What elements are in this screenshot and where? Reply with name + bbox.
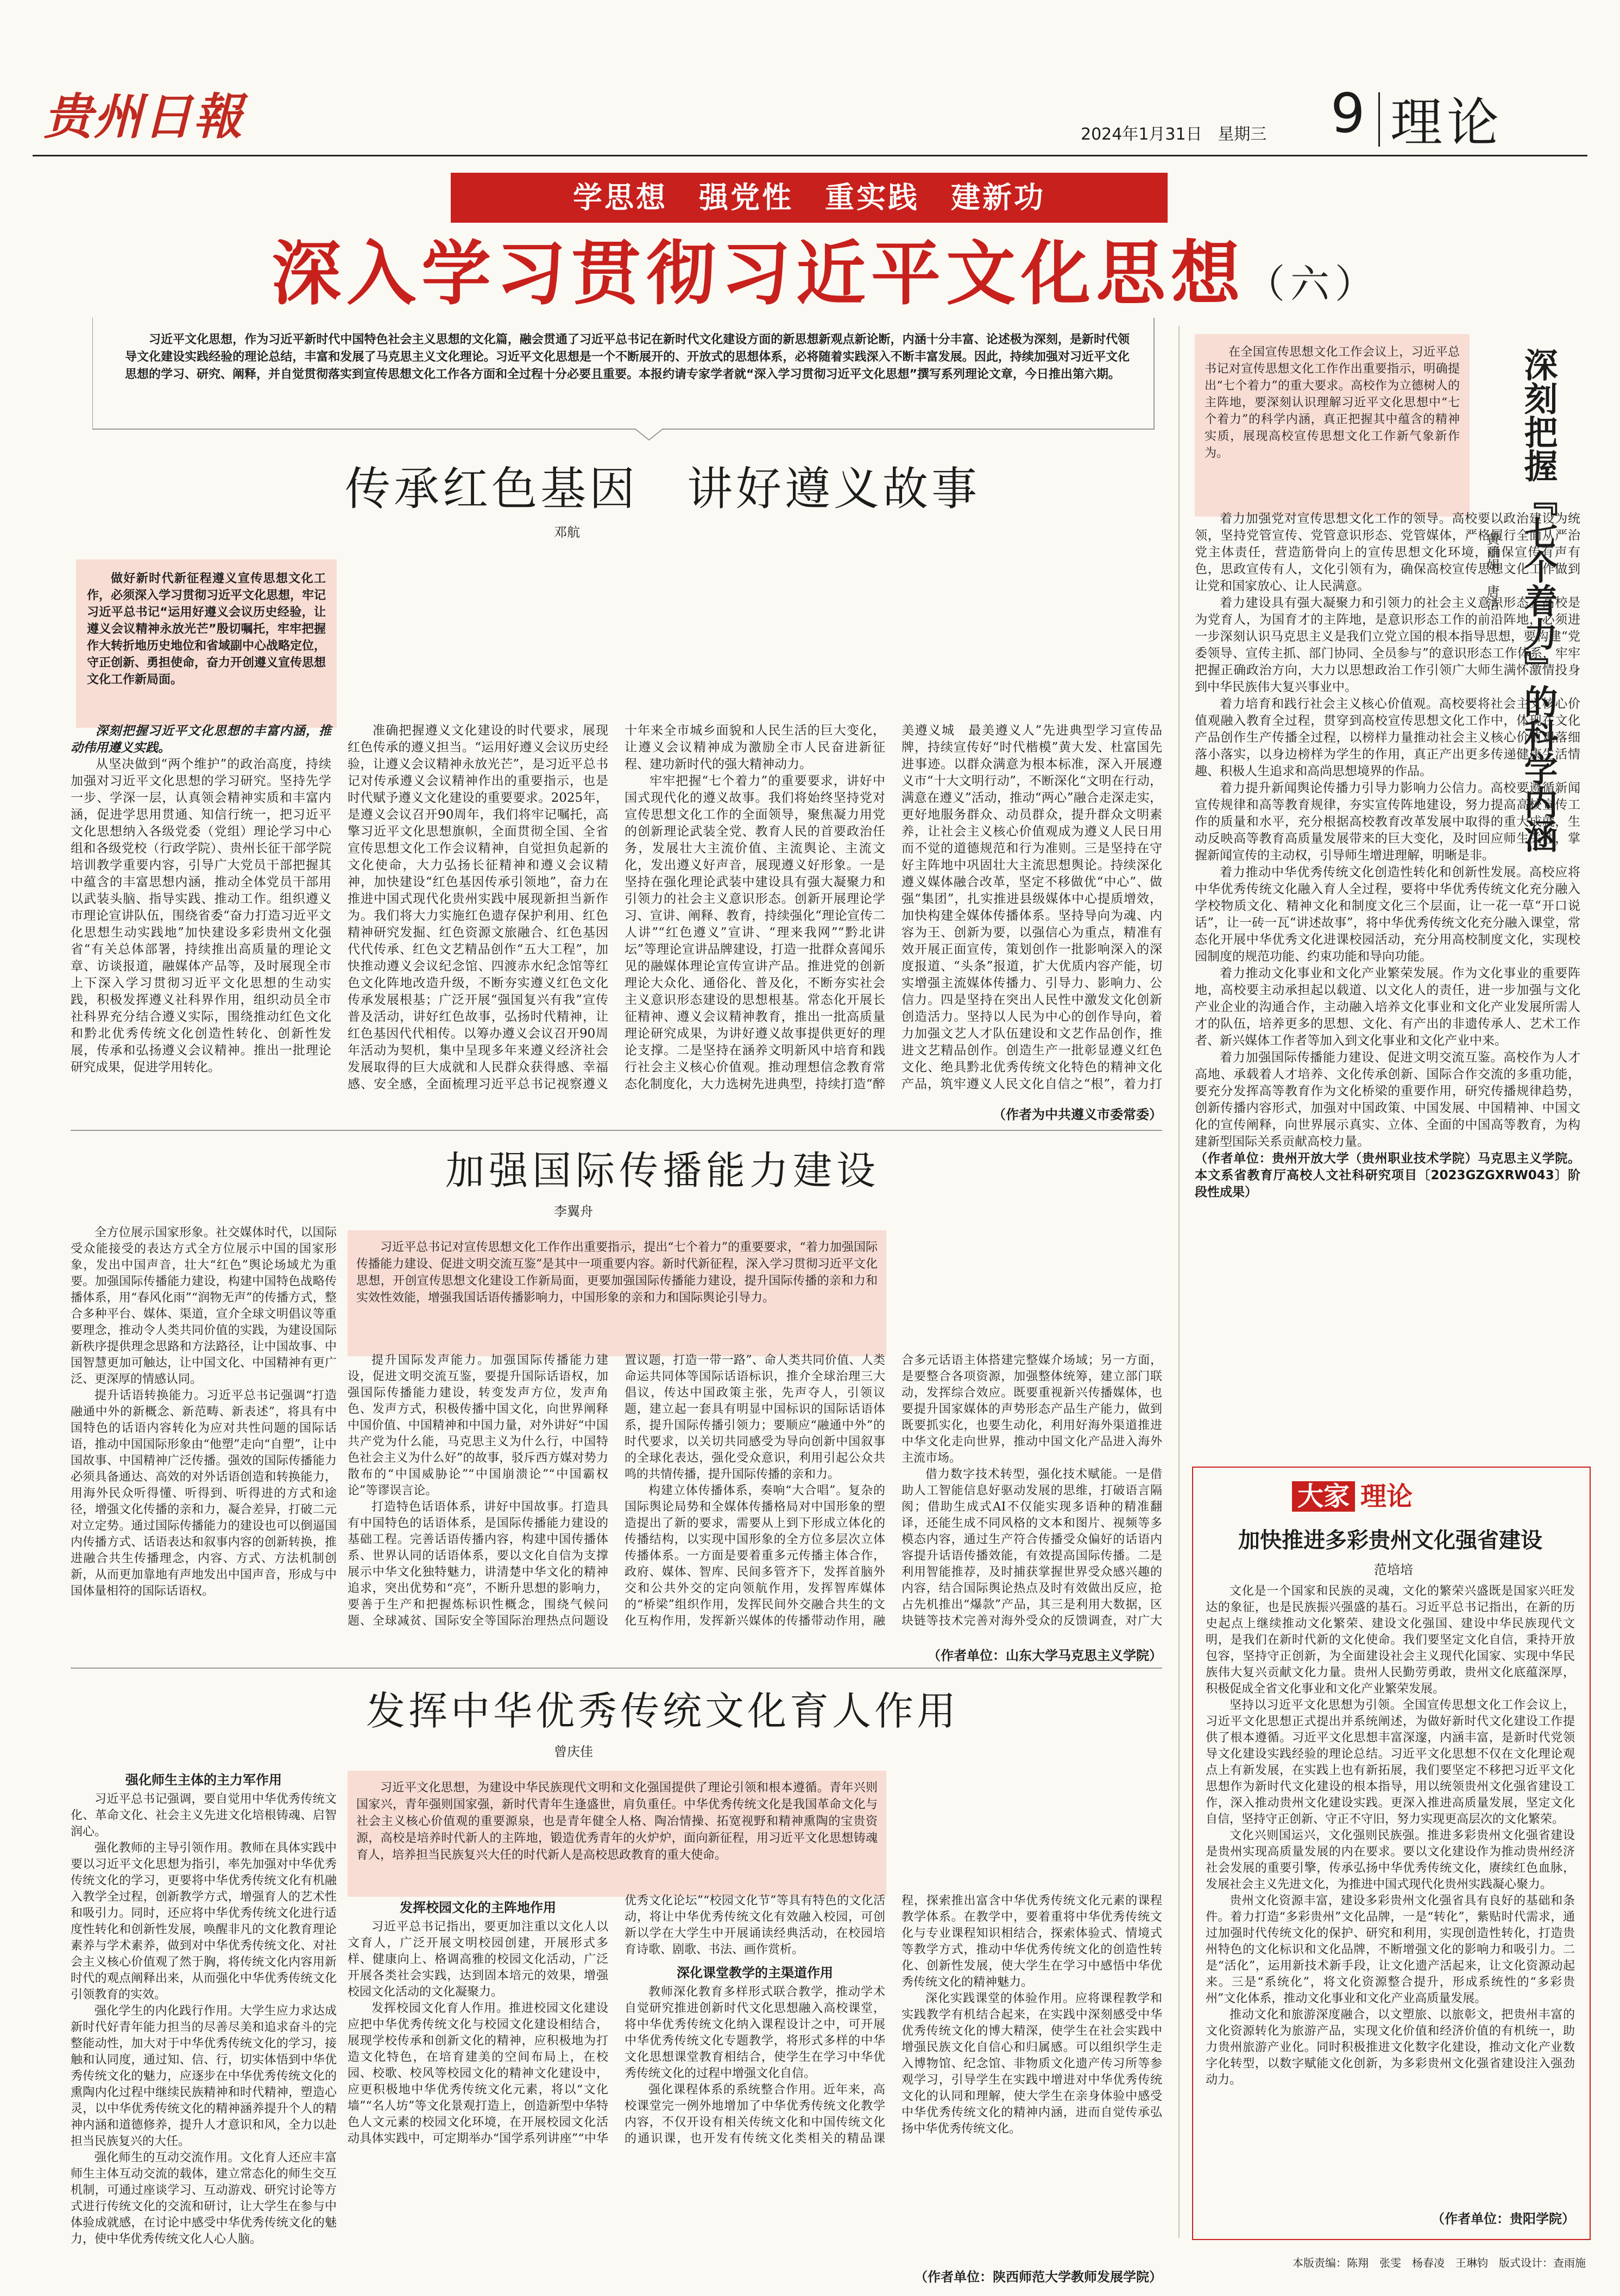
banner-intro: 习近平文化思想，作为习近平新时代中国特色社会主义思想的文化篇，融会贯通了习近平总书记在新时代文化建设方面的新思想新观点新论断，内涵十分丰富、论述极为深刻，是新时代领导文化建设实践经验的理论总结，丰富和发展了马克思主义文化理论。习近平文化思想是一个不断展开的、开放式的思想体系，必将随着实践深入不断丰富发展。因此，持续加强对习近平文化思想的学习、研究、阐释，并自觉贯彻落实到宣传思想文化工作各方面和全过程十分必要且重要。本报约请专家学者就“深入学习贯彻习近平文化思想”撰写系列理论文章，今日推出第六期。 <box>125 333 1130 381</box>
section-name: 理论 <box>1390 92 1503 153</box>
date-text: 2024年1月31日 <box>1081 125 1202 144</box>
article3-author: 曾庆佳 <box>554 1744 593 1759</box>
sidebar-author: 黄丽娟 唐洁 <box>1484 532 1499 611</box>
page-number: 9 <box>1331 81 1365 145</box>
article3-title: 发挥中华优秀传统文化育人作用 <box>365 1688 959 1734</box>
sidebar-body: 着力加强党对宣传思想文化工作的领导。高校要以政治建设为统领，坚持党管宣传、党管意识形态、党管媒体，严格履行全面从严治党主体责任，营造筋骨向上的宣传思想文化环境，确保宣传有声有色，思政宣传有人，文化引领有为，确保高校宣传思想文化工作做到让党和国家放心、让人民满意。 着力建设具有强大凝聚力和引领力的社会主义意识形态。高校是为党育人，为国育才的主阵地，是意识形态工作的前沿阵地，必须进一步深刻认识马克思主义是我们立党立国的根本指导思想，要构建“党委领导、宣传主抓、部门协同、全员参与”的意识形态工作体系，牢牢把握正确政治方向，大力以思想政治工作引领广大师生满怀激情投身到中华民族伟大复兴事业中。 着力培育和践行社会主义核心价值观。高校要将社会主义核心价值观融入教育全过程，贯穿到高校宣传思想文化工作中，体现在文化产品创作生产传播全过程，以榜样力量推动社会主义核心价值观落细落小落实，以身边榜样为学生的作用，真正产出更多传递健康生活情趣、积极人生追求和高尚思想境界的作品。 着力提升新闻舆论传播力引导力影响力公信力。高校要遵循新闻宣传规律和高等教育规律，夯实宣传阵地建设，努力提高高校宣传工作的质量和水平，充分根据高校教育改革发展中取得的重大成就，生动反映高等教育高质量发展带来的巨大变化，及时回应师生关注，掌握新闻宣传的主动权，引导师生增进理解，明晰是非。 着力推动中华优秀传统文化创造性转化和创新性发展。高校应将中华优秀传统文化融入育人全过程，要将中华优秀传统文化充分融入学校物质文化、精神文化和制度文化三个层面，让一花一草“开口说话”，让一砖一瓦“讲述故事”，将中华优秀传统文化充分融入课堂，常态化开展中华优秀文化进课校园活动，充分用高校制度文化，实现校园制度的规范功能、约束功能和导向功能。 着力推动文化事业和文化产业繁荣发展。作为文化事业的重要阵地，高校要主动承担起以载道、以文化人的责任，进一步加强与文化产业企业的沟通合作，主动融入培养文化事业和文化产业发展所需人才的队伍，培养更多的思想、文化、有产出的非遗传承人、艺术工作者、新兴媒体工作者等加入到文化事业和文化产业中来。 着力加强国际传播能力建设、促进文明交流互鉴。高校作为人才高地、承载着人才培养、文化传承创新、国际合作交流的多重功能，要充分发挥高等教育作为文化桥梁的重要作用，研究传播规律趋势，创新传播内容形式，加强对中国政策、中国发展、中国精神、中国文化的宣传阐释，向世界展示真实、立体、全面的中国高等教育，为构建新型国际关系贡献高校力量。 （作者单位：贵州开放大学（贵州职业技术学院）马克思主义学院。本文系省教育厅高校人文社科研究项目〔2023GZGXRW043〕阶段性成果） <box>1195 511 1580 1434</box>
column-tag-right: 理论 <box>1360 1481 1413 1512</box>
article1-author: 邓航 <box>554 525 580 540</box>
article2-author: 李翼舟 <box>554 1204 593 1219</box>
column-footer: （作者单位：贵阳学院） <box>1432 2211 1575 2226</box>
newspaper-logo: 贵州日報 <box>43 89 243 146</box>
section-heading: 强化师生主体的主力军作用 <box>125 1772 282 1788</box>
article2-footer: （作者单位：山东大学马克思主义学院） <box>928 1648 1162 1663</box>
page-credits: 本版责编：陈翔 张雯 杨春凌 王琳钧 版式设计：查雨施 <box>1293 2256 1586 2269</box>
article1-quote: 做好新时代新征程遵义宣传思想文化工作，必须深入学习贯彻习近平文化思想，牢记习近平总书记“运用好遵义会议历史经验，让遵义会议精神永放光芒”殷切嘱托，牢牢把握作大转折地历史地位和省域副中心战略定位，守正创新、勇担使命，奋力开创遵义宣传思想文化工作新局面。 <box>76 559 337 728</box>
section-heading: 发挥校园文化的主阵地作用 <box>400 1900 556 1915</box>
section-heading: 深化课堂教学的主渠道作用 <box>677 1965 833 1980</box>
column-title: 加快推进多彩贵州文化强省建设 <box>1238 1528 1542 1553</box>
banner-title <box>255 234 1396 325</box>
column-author: 范培培 <box>1374 1562 1413 1577</box>
article2-quote: 习近平总书记对宣传思想文化工作作出重要指示，提出“七个着力”的重要要求，“着力加强国际传播能力建设、促进文明交流互鉴”是其中一项重要内容。新时代新征程，深入学习贯彻习近平文化思想，开创宣传思想文化建设工作新局面，更要加强国际传播能力建设，提升国际传播的亲和力和实效性效能，增强我国话语传播影响力，中国形象的亲和力和国际舆论引导力。 <box>348 1230 886 1356</box>
sidebar-quote: 在全国宣传思想文化工作会议上，习近平总书记对宣传思想文化工作作出重要指示，明确提出“七个着力”的重大要求。高校作为立德树人的主阵地，要深刻认识理解习近平文化思想中“七个着力”的科学内涵，真正把握其中蕴含的精神实质，展现高校宣传思想文化工作新气象新作为。 <box>1195 334 1470 517</box>
article2-title: 加强国际传播能力建设 <box>445 1148 880 1193</box>
slogan-banner: 学思想 强党性 重实践 建新功 <box>451 173 1168 223</box>
article1-footer: （作者为中共遵义市委常委） <box>993 1107 1162 1122</box>
article2-body-right: 提升国际发声能力。加强国际传播能力建设，促进文明交流互鉴，要提升国际话语权，加强国际传播能力建设，转变发声方位，发声角色、发声方式，积极传播中国文化，向世界阐释中国价值、中国精神和中国力量，对外讲好“中国共产党为什么能，马克思主义为什么行，中国特色社会主义为什么好”的故事，驳斥西方媒对势力散布的“中国威胁论”“中国崩溃论”“中国霸权论”等谬误言论。 打造特色话语体系，讲好中国故事。打造具有中国特色的话语体系，是国际传播能力建设的基础工程。完善话语传播内容，构建中国传播体系、世界认同的话语体系，要以文化自信为支撑展示中华文化独特魅力，讲清楚中华文化的精神追求，突出优势和“亮”，不断升思想的影响力，要善于生产和把握炼标识性概念，围绕气候问题、全球减贫、国际安全等国际治理热点问题设置议题，打造一带一路”、命人类共同价值、人类命运共同体等国际话语标识，推介全球治理三大倡议，传达中国政策主张，先声夺人，引领议题，建立起一套具有明显中国标识的国际话语体系，提升国际传播引领力；要顺应“融通中外”的时代要求，以关切共同感受为导向创新中国叙事的全球化表达，强化受众意识，利用引起公众共鸣的共情传播，提升国际传播的亲和力。 构建立体传播体系，奏响“大合唱”。复杂的国际舆论局势和全媒体传播格局对中国形象的塑造提出了新的要求，需要从上到下形成立体化的传播结构，以实现中国形象的全方位多层次立体传播体系。一方面是要着重多元传播主体合作，政府、媒体、智库、民间多管齐下，发挥首脑外交和公共外交的定向领航作用，发挥智库媒体的“桥梁”组织作用，发挥民间外交融合共生的文化互构作用，发挥新兴媒体的传播带动作用，融合多元话语主体搭建完整媒介场域；另一方面，是要整合各项资源，加强整体统筹，建立部门联动，发挥综合效应。既要重视新兴传播媒体，也要提升国家媒体的声势形态产品生产能力，做到既要抓实化，也要生动化，利用好海外渠道推进中华文化走向世界，推动中国文化产品进入海外主流市场。 借力数字技术转型，强化技术赋能。一是借助人工智能信息好驱动发展的思维，打破语言隔阂；借助生成式AI不仅能实现多语种的精准翻译，还能生成不同风格的文本和图片、视频等多模态内容，通过生产符合传播受众偏好的话语内容提升话语传播效能，有效提高国际传播。二是利用智能推荐，及时捕获掌握世界受众感兴趣的内容，结合国际舆论热点及时有效做出反应，抢占先机推出“爆款”产品，其三是利用大数据，区块链等技术完善对海外受众的反馈调查，对广大 <box>348 1354 1162 1628</box>
article2-body-left: 全方位展示国家形象。社交媒体时代，以国际受众能接受的表达方式全方位展示中国的国家形象，发出中国声音，壮大“红色”舆论场域尤为重要。加强国际传播能力建设，构建中国特色战略传播体系，用“春风化雨”“润物无声”的传播方式，整合多种平台、媒体、渠道，宣介全球文明倡议等重要理念，推动令人类共同价值的实践，为建设国际新秩序提供理念思路和方法路径，让中国故事、中国智慧更加可触达，让中国文化、中国精神有更广泛、更深厚的情感认同。 提升话语转换能力。习近平总书记强调“打造融通中外的新概念、新范畴、新表述”，将具有中国特色的话语内容转化为应对共性问题的国际话语，推动中国国际形象由“他塑”走向“自塑”，让中国故事、中国精神广泛传播。强效的国际传播能力必须具备通达、高效的对外话语创造和转换能力，用海外民众听得懂、听得到、听得进的方式和途径，增强文化传播的亲和力，凝合差异，打破二元对立定势。通过国际传播能力的建设也可以倒逼国内传播方式、话语表达和叙事内容的创新转换，推进融合共生传播理念，内容、方式、方法机制创新，从而更加靠地有声地发出中国声音，形成与中国体量相符的国际话语权。 <box>71 1226 337 1598</box>
banner-series: （六） <box>1246 261 1380 307</box>
issue-date <box>1081 121 1266 144</box>
article3-footer: （作者单位：陕西师范大学教师发展学院） <box>915 2269 1162 2285</box>
banner-title-text: 深入学习贯彻习近平文化思想 <box>271 234 1246 314</box>
article1-title: 传承红色基因 讲好遵义故事 <box>344 462 980 515</box>
intro-frame <box>92 318 1157 443</box>
sidebar-title: 深刻把握『七个着力』的科学内涵 <box>1518 348 1558 853</box>
column-tag <box>1265 1477 1445 1515</box>
column-body: 文化是一个国家和民族的灵魂，文化的繁荣兴盛既是国家兴旺发达的象征，也是民族振兴强盛的基石。习近平总书记指出，在新的历史起点上继续推动文化繁荣、建设文化强国、建设中华民族现代文明，是我们在新时代新的文化使命。我们要坚定文化自信，秉持开放包容，坚持守正创新，为全面建设社会主义现代化国家、实现中华民族伟大复兴贡献文化力量。贵州人民勤劳勇敢，贵州文化底蕴深厚，积极促成全省文化事业和文化产业繁荣发展。 坚持以习近平文化思想为引领。全国宣传思想文化工作会议上，习近平文化思想正式提出并系统阐述，为做好新时代文化建设工作提供了根本遵循。习近平文化思想丰富深邃，内涵丰富，是新时代党领导文化建设实践经验的理论总结。习近平文化思想不仅在文化理论观点上有新发展，在实践上也有新拓展，我们要坚定不移把习近平文化思想作为新时代文化建设的根本指导，用以统领贵州文化强省建设工作，深入推动贵州文化建设实践。更深入推进高质量发展，坚定文化自信，坚持守正创新、守正不守旧，努力实现更高层次的文化繁荣。 文化兴则国运兴，文化强则民族强。推进多彩贵州文化强省建设是贵州实现高质量发展的内在要求。要以文化建设作为推动贵州经济社会发展的重要引擎，传承弘扬中华优秀传统文化，赓续红色血脉，发展社会主义先进文化，为推进中国式现代化贵州实践凝心聚力。 贵州文化资源丰富，建设多彩贵州文化强省具有良好的基础和条件。着力打造“多彩贵州”文化品牌，一是“转化”，紫贴时代需求，通过加强时代传统文化的保护、研究和利用，实现创造性转化，打造贵州特色的文化标识和文化品牌，不断增强文化的影响力和吸引力。二是“活化”，运用新技术新手段，让文化遗产活起来，让文化资源动起来。三是“系统化”，将文化资源整合提升，形成系统性的“多彩贵州”文化体系，推动文化事业和文化产业高质量发展。 推动文化和旅游深度融合，以文塑旅、以旅彰文，把贵州丰富的文化资源转化为旅游产品，实现文化价值和经济价值的有机统一，助力贵州旅游产业化。同时积极推进文化数字化建设，推动文化产业数字化转型，以数字赋能文化创新，为多彩贵州文化强省建设注入强劲动力。 <box>1206 1584 1575 2087</box>
weekday-text: 星期三 <box>1218 125 1267 144</box>
article1-body: 深刻把握习近平文化思想的丰富内涵，推动伟用遵义实践。 从坚决做到“两个维护”的政治高度，持续加强对习近平文化思想的学习研究。坚持先学一步、学深一层，认真领会精神实质和丰富内涵，促进学思用贯通、知信行统一，把习近平文化思想纳入各级党委（党组）理论学习中心组和各级党校（行政学院）、贵州长征干部学院培训教学重要内容，引导广大党员干部把握其中蕴含的丰富思想内涵，推动全体党员干部用以武装头脑、指导实践、推动工作。组织遵义市理论宣讲队伍，围绕省委“奋力打造习近平文化思想生动实践地”加快建设多彩贵州文化强省“有关总体部署，持续推出高质量的理论文章、访谈报道，融媒体产品等，及时展现全市上下深入学习贯彻习近平文化思想的生动实践，积极发挥遵义社科界作用，组织动员全市社科界充分结合遵义实际，围绕推动红色文化和黔北优秀传统文化创造性转化、创新性发展，传承和弘扬遵义会议精神。推出一批理论研究成果，促进学用转化。 准确把握遵义文化建设的时代要求，展现红色传承的遵义担当。“运用好遵义会议历史经验，让遵义会议精神永放光芒”，是习近平总书记对传承遵义会议精神作出的重要指示，也是时代赋予遵义文化建设的重要要求。2025年，是遵义会议召开90周年，我们将牢记嘱托，高擎习近平文化思想旗帜，全面贯彻全国、全省宣传思想文化工作会议精神，自觉担负起新的文化使命，大力弘扬长征精神和遵义会议精神，加快建设“红色基因传承引领地”，奋力在推进中国式现代化贵州实践中展现新担当新作为。我们将大力实施红色遗存保护利用、红色精神研究发掘、红色资源文旅融合、红色基因代代传承、红色文艺精品创作“五大工程”，加快推动遵义会议纪念馆、四渡赤水纪念馆等红色文化阵地改造升级，不断夯实遵义红色文化传承发展根基；广泛开展“强国复兴有我”宣传普及活动，讲好红色故事，弘扬时代精神，让红色基因代代相传。以筹办遵义会议召开90周年活动为契机，集中呈现多年来遵义经济社会发展取得的巨大成就和人民群众获得感、幸福感、安全感，全面梳理习近平总书记视察遵义十年来全市城乡面貌和人民生活的巨大变化，让遵义会议精神成为激励全市人民奋进新征程、建功新时代的强大精神动力。 牢牢把握“七个着力”的重要要求，讲好中国式现代化的遵义故事。我们将始终坚持党对宣传思想文化工作的全面领导，聚焦凝力用党的创新理论武装全党、教育人民的首要政治任务，发展壮大主流价值、主流舆论、主流文化，发出遵义好声音，展现遵义好形象。一是坚持在强化理论武装中建设具有强大凝聚力和引领力的社会主义意识形态。创新开展理论学习、宣讲、阐释、教育，持续强化“理论宣传二人讲”“红色遵义”宣讲、“理来我网”“黔北讲坛”等理论宣讲品牌建设，打造一批群众喜闻乐见的融媒体理论宣传宣讲产品。推进党的创新理论大众化、通俗化、普及化，不断夯实社会主义意识形态建设的思想根基。常态化开展长征精神、遵义会议精神教育，推出一批高质量理论研究成果，为讲好遵义故事提供更好的理论支撑。二是坚持在涵养文明新风中培育和践行社会主义核心价值观。推动理想信念教育常态化制度化，大力选树先进典型，持续打造“醉美遵义城 最美遵义人”先进典型学习宣传品牌，持续宣传好“时代楷模”黄大发、杜富国先进事迹。以群众满意为根本标准，深入开展遵义市“十大文明行动”，不断深化“文明在行动，满意在遵义”活动，推动“两心”融合走深走实，更好地服务群众、动员群众，提升群众文明素养，让社会主义核心价值观成为遵义人民日用而不觉的道德规范和行为准则。三是坚持在守好主阵地中巩固壮大主流思想舆论。持续深化遵义媒体融合改革，坚定不移做优“中心”、做强“集团”，扎实推进县级媒体中心提质增效，加快构建全媒体传播体系。坚持导向为魂、内容为王、创新为要，以强信心为重点，精准有效开展正面宣传，策划创作一批影响深入的深度报道、“头条”报道，扩大优质内容产能，切实增强主流媒体传播力、引导力、影响力、公信力。四是坚持在突出人民性中激发文化创新创造活力。坚持以人民为中心的创作导向，着力加强文艺人才队伍建设和文艺作品创作，推进文艺精品创作。创造生产一批彰显遵义红色文化、绝具黔北优秀传统文化特色的精神文化产品，筑牢遵义人民文化自信之“根”，着力打 <box>71 724 1162 1091</box>
article3-body-left: 强化师生主体的主力军作用 习近平总书记强调，要自觉用中华优秀传统文化、革命文化、社会主义先进文化培根铸魂、启智润心。 强化教师的主导引领作用。教师在具体实践中要以习近平文化思想为指引，率先加强对中华优秀传统文化的学习，更要将中华优秀传统文化有机融入教学全过程，创新教学方式，增强育人的艺术性和吸引力。同时，还应将中华优秀传统文化进行适度性转化和创新性发展，唤醒非凡的文化教育理论素养与学术素养，做到对中华优秀传统文化、对社会主义核心价值观了然于胸，将传统文化内容用新时代的观点阐释出来，从而强化中华优秀传统文化引领教育的实效。 强化学生的内化践行作用。大学生应力求达成新时代好青年能力担当的尽善尽美和追求奋斗的完整能动性，加大对于中华优秀传统文化的学习，接触和认同度，通过知、信、行，切实体悟到中华优秀传统文化的魅力，应逐步在中华优秀传统文化的熏陶内化过程中继续民族精神和时代精神，塑造心灵，以中华优秀传统文化的精神涵养提升个人的精神内涵和道德修养，提升人才意识和风，全力以赴担当民族复兴的大任。 强化师生的互动交流作用。文化育人还应丰富师生主体互动交流的载体，建立常态化的师生交互机制，可通过座谈学习、互动游戏、研究讨论等方式进行传统文化的交流和研讨，让大学生在参与中体验成就感，在讨论中感受中华优秀传统文化的魅力，使中华优秀传统文化人心人脑。 <box>71 1772 337 2246</box>
article3-quote: 习近平文化思想，为建设中华民族现代文明和文化强国提供了理论引领和根本遵循。青年兴则国家兴，青年强则国家强，新时代青年生逢盛世，肩负重任。中华优秀传统文化是我国革命文化与社会主义核心价值观的重要源泉，也是青年健全人格、陶冶情操、拓宽视野和精神熏陶的宝贵资源，高校是培养时代新人的主阵地，锻造优秀青年的火炉炉，面向新征程，用习近平文化思想铸魂育人，培养担当民族复兴大任的时代新人是高校思政教育的重大使命。 <box>348 1771 886 1897</box>
article1-lead: 深刻把握习近平文化思想的丰富内涵，推动伟用遵义实践。 <box>71 724 331 755</box>
column-tag-left: 大家 <box>1292 1481 1355 1512</box>
sidebar-footer: （作者单位：贵州开放大学（贵州职业技术学院）马克思主义学院。本文系省教育厅高校人文社科研究项目〔2023GZGXRW043〕阶段性成果） <box>1195 1152 1580 1199</box>
article3-body-right: 发挥校园文化的主阵地作用 习近平总书记指出，要更加注重以文化人以文育人，广泛开展文明校园创建，开展形式多样、健康向上、格调高雅的校园文化活动，广泛开展各类社会实践，达到固本培元的效果，增强校园文化活动的文化凝聚力。 发挥校园文化育人作用。推进校园文化建设应把中华优秀传统文化与校园文化建设相结合，展现学校传承和创新文化的精神，应积极地为打造文化特色，在培育建美的空间布局上，在校园、校歌、校风等校园文化的精神文化建设中，应更积极地中华优秀传统文化元素，将以“文化墙”“名人坊”等文化景观打造上，创造新型中华特色人文元素的校园文化环境，在开展校园文化活动具体实践中，可定期举办“国学系列讲座”“中华优秀文化论坛”“校园文化节”等具有特色的文化活动，将让中华优秀传统文化有效融入校园，可创新以学在大学生中开展诵读经典活动，在校园培育诗歌、剧歌、书法、画作赏析。 深化课堂教学的主渠道作用 教师深化教育多样形式联合教学，推动学术自觉研究推进创新时代文化思想融入高校课堂，将中华优秀传统文化纳入课程设计之中，可开展中华优秀传统文化专题教学，将形式多样的中华文化思想课堂教育相结合，使学生在学习中华优秀传统文化的过程中增强文化自信。 强化课程体系的系统整合作用。近年来，高校课堂完一例外地增加了中华优秀传统文化教学内容，不仅开设有相关传统文化和中国传统文化的通识课，也开发有传统文化类相关的精品课程，探索推出富含中华优秀传统文化元素的课程教学体系。在教学中，要着重将中华优秀传统文化与专业课程知识相结合，探索体验式、情境式等教学方式，推动中华优秀传统文化的创造性转化、创新性发展，使大学生在学习中感悟中华优秀传统文化的精神魅力。 深化实践课堂的体验作用。应将课程教学和实践教学有机结合起来，在实践中深刻感受中华优秀传统文化的博大精深，使学生在社会实践中增强民族文化自信心和归属感。可以组织学生走入博物馆、纪念馆、非物质文化遗产传习所等参观学习，引导学生在实践中增进对中华优秀传统文化的认同和理解，使大学生在亲身体验中感受中华优秀传统文化的精神内涵，进而自觉传承弘扬中华优秀传统文化。 <box>348 1894 1162 2146</box>
